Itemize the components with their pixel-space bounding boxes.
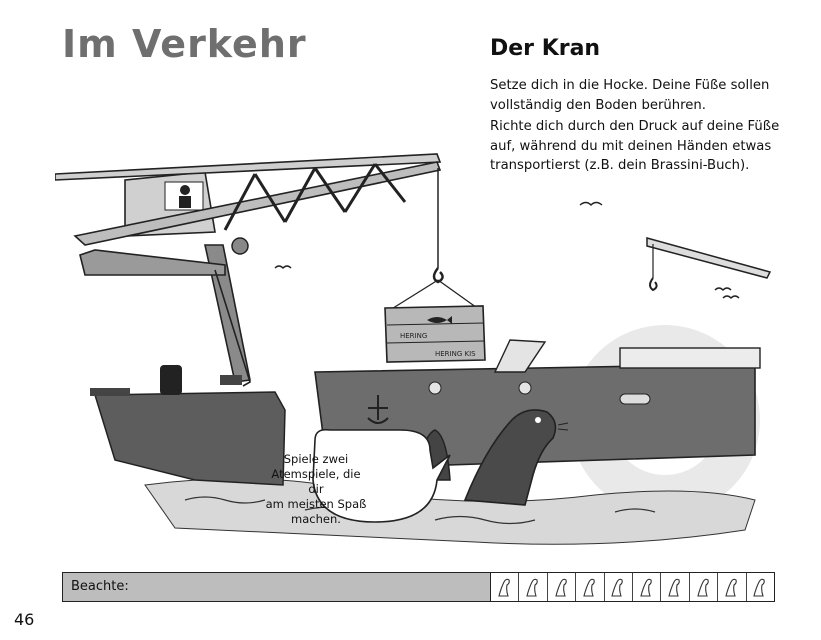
- crane-base: [80, 250, 225, 275]
- seal-icon: [608, 576, 628, 598]
- instruction-paragraph-1: Setze dich in die Hocke. Deine Füße sollen vollständig den Boden berühren.: [490, 78, 770, 113]
- porthole: [429, 382, 441, 394]
- rating-boxes: [491, 573, 774, 601]
- rating-box[interactable]: [689, 573, 717, 601]
- seal-icon: [665, 576, 685, 598]
- rating-box[interactable]: [604, 573, 632, 601]
- rating-box[interactable]: [746, 573, 774, 601]
- rating-box[interactable]: [717, 573, 745, 601]
- note-bar: [62, 572, 775, 602]
- seal-icon: [495, 576, 515, 598]
- rating-box[interactable]: [660, 573, 688, 601]
- crate-label-top: HERING: [400, 332, 428, 340]
- seal-icon: [637, 576, 657, 598]
- speech-line: am meisten Spaß: [265, 497, 367, 511]
- exercise-title: Der Kran: [490, 36, 601, 61]
- quay: [90, 365, 285, 485]
- speech-line: machen.: [291, 512, 341, 526]
- herring-crate: [385, 306, 485, 362]
- speech-line: Atemspiele, die dir: [271, 467, 361, 496]
- rating-box[interactable]: [575, 573, 603, 601]
- page-number: 46: [14, 610, 35, 629]
- seal-icon: [750, 576, 770, 598]
- section-title: Im Verkehr: [62, 22, 307, 66]
- speech-line: Spiele zwei: [283, 452, 349, 466]
- hook-icon: [650, 278, 657, 290]
- rating-box[interactable]: [491, 573, 518, 601]
- rope-coil: [90, 388, 130, 396]
- seal-icon: [552, 576, 572, 598]
- seal-icon: [580, 576, 600, 598]
- porthole: [519, 382, 531, 394]
- rating-box[interactable]: [547, 573, 575, 601]
- crate-label-bottom: HERING KIS: [435, 350, 476, 358]
- second-crane: [647, 238, 770, 290]
- porthole: [620, 394, 650, 404]
- note-label: Beachte:: [63, 573, 491, 601]
- seal-icon: [694, 576, 714, 598]
- instruction-paragraph-2: Richte dich durch den Druck auf deine Füße auf, während du mit deinen Händen etwas transportierst (z.B. dein Brassini-Buch).: [490, 119, 780, 173]
- seal-icon: [523, 576, 543, 598]
- crane-operator: [180, 185, 190, 195]
- harbor-crane-illustration: [55, 150, 775, 570]
- bollard: [160, 365, 182, 395]
- seal-icon: [722, 576, 742, 598]
- ship-deck: [620, 348, 760, 368]
- rating-box[interactable]: [632, 573, 660, 601]
- speech-text: [262, 452, 370, 527]
- rating-box[interactable]: [518, 573, 546, 601]
